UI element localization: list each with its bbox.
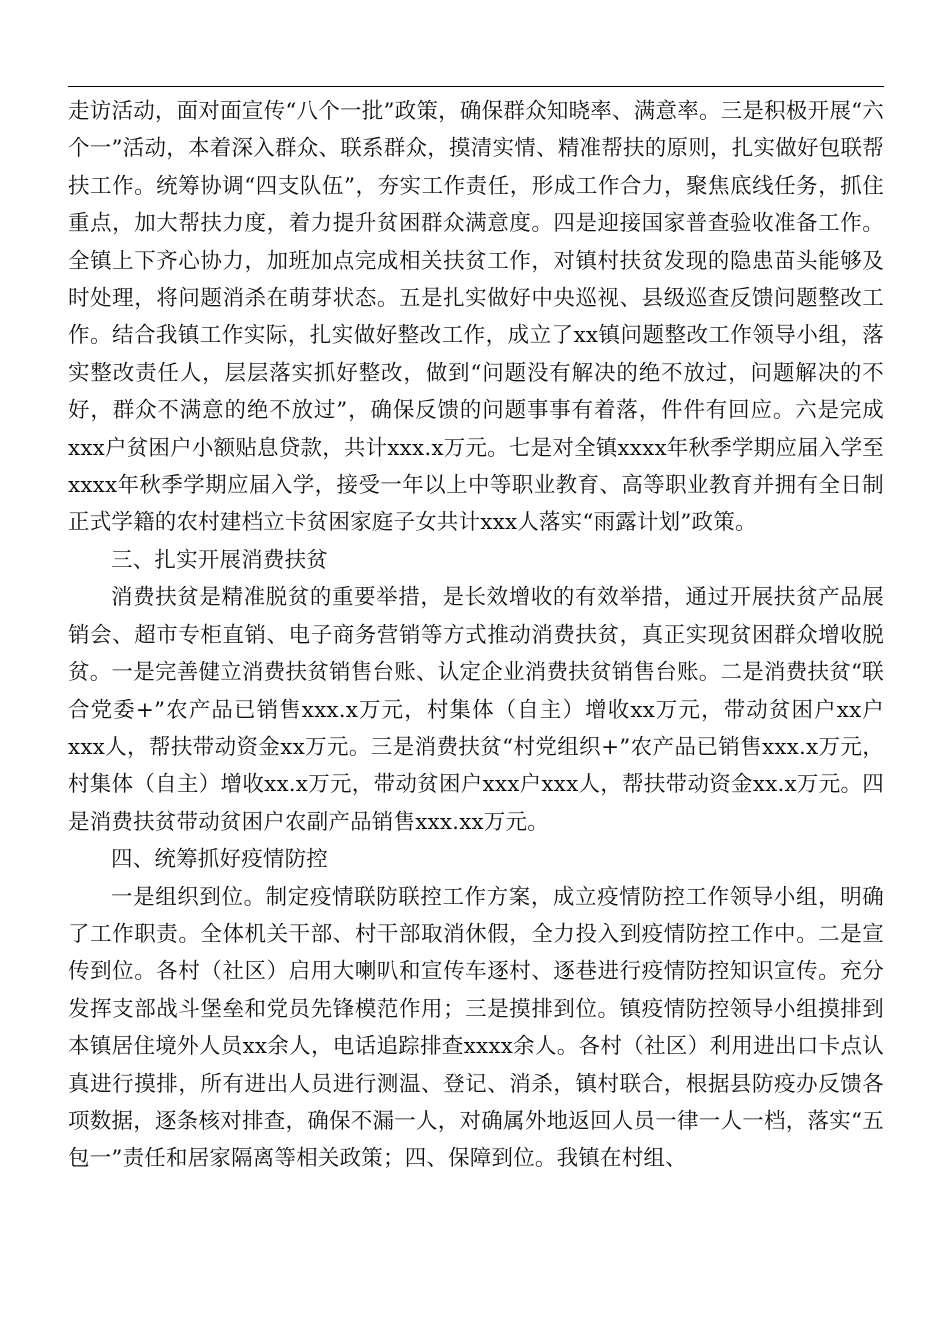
body-paragraph-consumption-poverty-alleviation: 消费扶贫是精准脱贫的重要举措，是长效增收的有效举措，通过开展扶贫产品展销会、超市专柜直销、电子商务营销等方式推动消费扶贫，真正实现贫困群众增收脱贫。一是完善健立消费扶贫销售台账、认定企业消费扶贫销售台账。二是消费扶贫“联合党委+”农产品已销售xxx.x万元，村集体（自主）增收xx万元，带动贫困户xx户xxx人，帮扶带动资金xx万元。三是消费扶贫“村党组织+”农产品已销售xxx.x万元，村集体（自主）增收xx.x万元，带动贫困户xxx户xxx人，帮扶带动资金xx.x万元。四是消费扶贫带动贫困户农副产品销售xxx.xx万元。 — [68, 585, 884, 835]
section-heading-consumption-poverty-alleviation: 三、扎实开展消费扶贫 — [111, 547, 329, 573]
body-paragraph-epidemic-prevention: 一是组织到位。制定疫情联防联控工作方案，成立疫情防控工作领导小组，明确了工作职责。全体机关干部、村干部取消休假，全力投入到疫情防控工作中。二是宣传到位。各村（社区）启用大喇叭和宣传车逐村、逐巷进行疫情防控知识宣传。充分发挥支部战斗堡垒和党员先锋模范作用；三是摸排到位。镇疫情防控领导小组摸排到本镇居住境外人员xx余人，电话追踪排查xxxx余人。各村（社区）利用进出口卡点认真进行摸排，所有进出人员进行测温、登记、消杀，镇村联合，根据县防疫办反馈各项数据，逐条核对排查，确保不漏一人，对确属外地返回人员一律一人一档，落实“五包一”责任和居家隔离等相关政策；四、保障到位。我镇在村组、 — [68, 884, 884, 1172]
body-paragraph-continued: 走访活动，面对面宣传“八个一批”政策，确保群众知晓率、满意率。三是积极开展“六个一”活动，本着深入群众、联系群众，摸清实情、精准帮扶的原则，扎实做好包联帮扶工作。统筹协调“四支队伍”，夯实工作责任，形成工作合力，聚焦底线任务，抓住重点，加大帮扶力度，着力提升贫困群众满意度。四是迎接国家普查验收准备工作。全镇上下齐心协力，加班加点完成相关扶贫工作，对镇村扶贫发现的隐患苗头能够及时处理，将问题消杀在萌芽状态。五是扎实做好中央巡视、县级巡查反馈问题整改工作。结合我镇工作实际，扎实做好整改工作，成立了xx镇问题整改工作领导小组，落实整改责任人，层层落实抓好整改，做到“问题没有解决的绝不放过，问题解决的不好，群众不满意的绝不放过”，确保反馈的问题事事有着落，件件有回应。六是完成xxx户贫困户小额贴息贷款，共计xxx.x万元。七是对全镇xxxx年秋季学期应届入学至xxxx年秋季学期应届入学，接受一年以上中等职业教育、高等职业教育并拥有全日制正式学籍的农村建档立卡贫困家庭子女共计xxx人落实“雨露计划”政策。 — [68, 99, 884, 536]
document-page — [68, 86, 884, 1178]
header-rule — [68, 86, 884, 87]
section-heading-epidemic-prevention: 四、统筹抓好疫情防控 — [111, 847, 329, 873]
